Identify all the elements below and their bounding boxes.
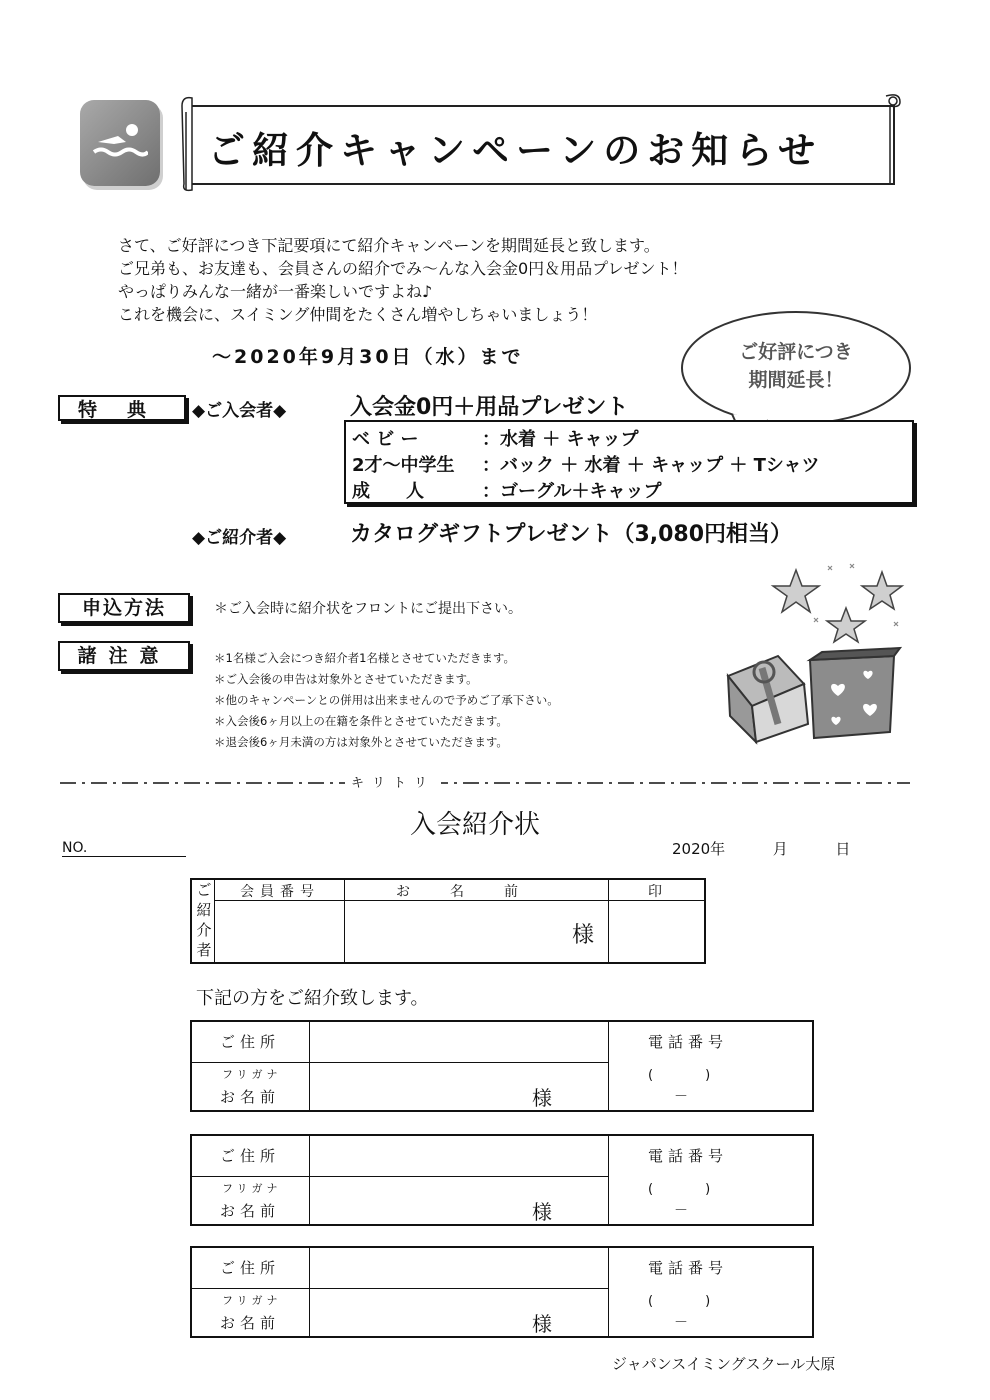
name-input[interactable] [312, 1292, 526, 1334]
cut-label: キリトリ [345, 772, 441, 791]
sama-label: 様 [572, 923, 595, 948]
referrer-table [190, 878, 706, 964]
bubble-line: ご好評につき [739, 341, 853, 363]
number-field[interactable] [62, 856, 186, 857]
intro-line: ご兄弟も、お友達も、会員さんの紹介でみ～んな入会金0円＆用品プレゼント！ [118, 259, 688, 278]
furigana-label: フリガナ [222, 1068, 282, 1081]
intro-line: さて、ご好評につき下記要項にて紹介キャンペーンを期間延長と致します。 [118, 236, 660, 255]
phone-number[interactable]: － [674, 1089, 688, 1105]
referrer-label: ◆ご紹介者◆ [192, 528, 287, 548]
gift-box-icon [718, 556, 918, 746]
side-char: 者 [196, 941, 212, 959]
address-label: ご住所 [220, 1259, 281, 1277]
bubble-line: 期間延長！ [748, 369, 844, 391]
application-label: 申込方法 [58, 593, 190, 623]
name-input[interactable] [312, 1180, 526, 1222]
sama-label: 様 [532, 1086, 552, 1110]
benefit-category: 成 人 [352, 481, 424, 502]
benefit-category: ベ ビ ー [352, 429, 419, 450]
page-title: ご紹介キャンペーンのお知らせ [208, 129, 823, 172]
phone-area-code[interactable]: ( ) [648, 1294, 711, 1309]
address-label: ご住所 [220, 1033, 281, 1051]
date-month: 月 [772, 840, 788, 858]
benefit-items: ：ゴーグル＋キャップ [482, 481, 662, 502]
caution-item: ＊退会後6ヶ月未満の方は対象外とさせていただきます。 [214, 735, 508, 749]
caution-item: ＊他のキャンペーンとの併用は出来ませんので予めご了承下さい。 [214, 693, 559, 707]
referrer-side-label [194, 880, 214, 960]
member-number-input[interactable] [216, 902, 342, 962]
phone-label: 電話番号 [648, 1147, 729, 1165]
benefit-items: ：バック ＋ 水着 ＋ キャップ ＋ Tシャツ [482, 455, 820, 476]
seal-header: 印 [648, 884, 668, 900]
member-number-header: 会員番号 [240, 884, 320, 900]
referrer-benefit: カタログギフトプレゼント（3,080円相当） [350, 522, 793, 547]
school-name: ジャパンスイミングスクール大原 [612, 1355, 836, 1373]
campaign-deadline: ～2020年9月30日（水）まで [212, 346, 524, 368]
intro-line: これを機会に、スイミング仲間をたくさん増やしちゃいましょう！ [118, 305, 598, 324]
side-char: ご [196, 881, 212, 899]
new-member-benefit: 入会金0円＋用品プレゼント [350, 395, 629, 420]
sama-label: 様 [532, 1312, 552, 1336]
new-member-label: ◆ご入会者◆ [192, 401, 287, 421]
benefit-row-baby [352, 425, 639, 451]
benefit-category: 2才～中学生 [352, 455, 455, 476]
side-char: 紹 [196, 901, 212, 919]
caution-item: ＊入会後6ヶ月以上の在籍を条件とさせていただきます。 [214, 714, 508, 728]
name-label: お名前 [220, 1314, 281, 1332]
address-input[interactable] [312, 1138, 604, 1174]
cautions-label: 諸注意 [58, 641, 190, 671]
address-label: ご住所 [220, 1147, 281, 1165]
introduced-person-table [190, 1134, 814, 1226]
caution-item: ＊1名様ご入会につき紹介者1名様とさせていただきます。 [214, 651, 515, 665]
name-header: お名前 [396, 884, 558, 900]
name-label: お名前 [220, 1202, 281, 1220]
phone-area-code[interactable]: ( ) [648, 1068, 711, 1083]
intro-line: やっぱりみんな一緒が一番楽しいですよね♪ [118, 282, 433, 301]
name-label: お名前 [220, 1088, 281, 1106]
date-field[interactable] [672, 838, 850, 859]
seal-field[interactable] [610, 902, 704, 962]
phone-number[interactable]: － [674, 1315, 688, 1331]
benefit-detail-box [344, 420, 914, 504]
name-input[interactable] [312, 1066, 526, 1108]
benefit-row-child [352, 451, 820, 477]
phone-label: 電話番号 [648, 1259, 729, 1277]
cut-line [60, 778, 910, 788]
address-input[interactable] [312, 1024, 604, 1060]
phone-label: 電話番号 [648, 1033, 729, 1051]
date-day: 日 [835, 840, 851, 858]
side-char: 介 [196, 921, 212, 939]
phone-area-code[interactable]: ( ) [648, 1182, 711, 1197]
introduced-person-table [190, 1020, 814, 1112]
swimmer-icon [80, 100, 160, 186]
furigana-label: フリガナ [222, 1294, 282, 1307]
benefit-row-adult [352, 477, 661, 503]
furigana-label: フリガナ [222, 1182, 282, 1195]
phone-number[interactable]: － [674, 1203, 688, 1219]
cautions-list [214, 648, 559, 753]
benefits-label: 特典 [58, 395, 186, 421]
referrer-name-input[interactable] [346, 902, 566, 962]
introduced-person-table [190, 1246, 814, 1338]
caution-item: ＊ご入会後の申告は対象外とさせていただきます。 [214, 672, 478, 686]
application-note: ＊ご入会時に紹介状をフロントにご提出下さい。 [214, 601, 522, 617]
sama-label: 様 [532, 1200, 552, 1224]
address-input[interactable] [312, 1250, 604, 1286]
form-title: 入会紹介状 [409, 810, 540, 840]
benefit-items: ：水着 ＋ キャップ [482, 429, 639, 450]
introduce-text: 下記の方をご紹介致します。 [196, 988, 429, 1009]
number-label: NO. [62, 840, 88, 856]
date-year: 2020年 [672, 840, 726, 858]
